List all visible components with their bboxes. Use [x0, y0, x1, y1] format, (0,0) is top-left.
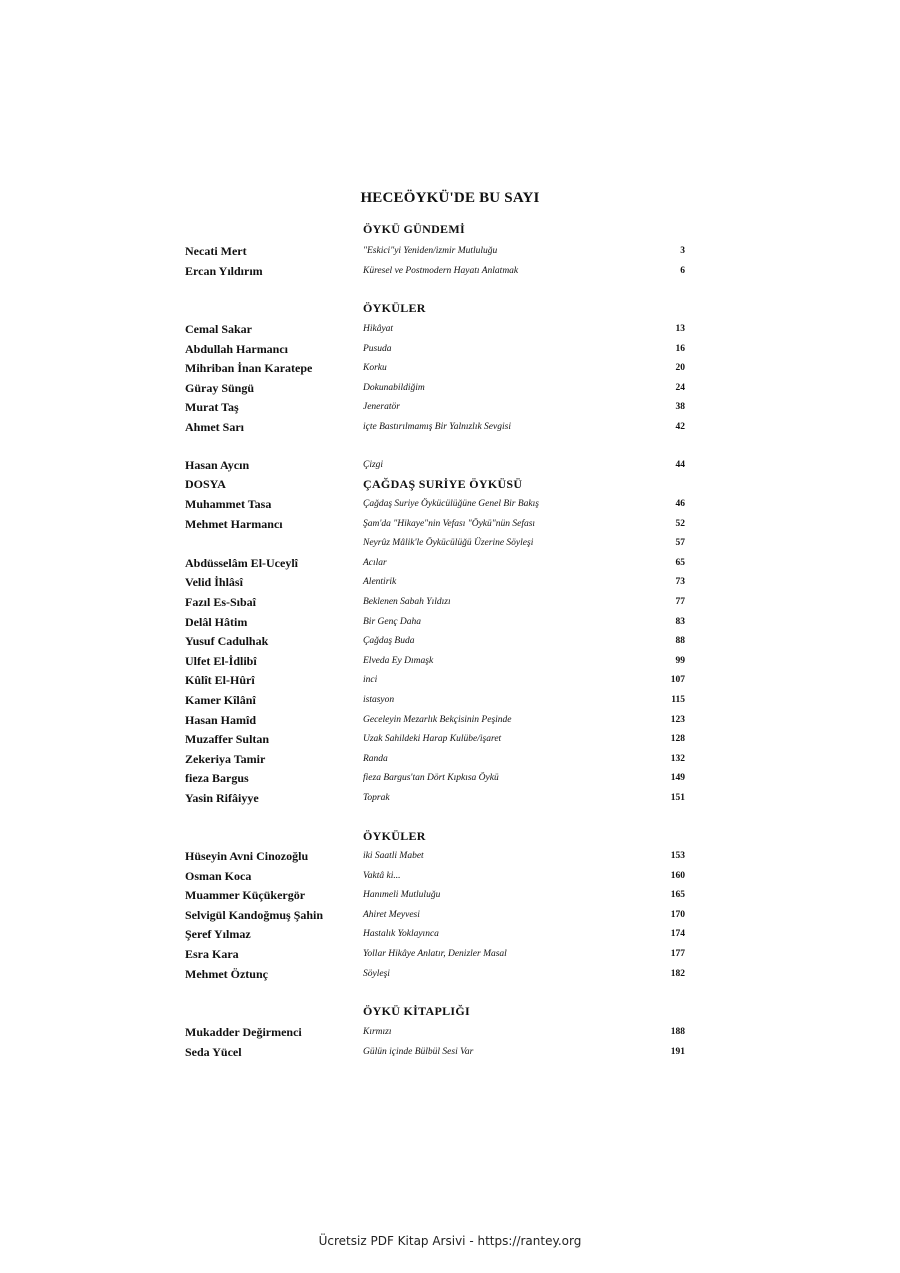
entry-page-number: 153 [670, 851, 685, 861]
toc-entry [0, 420, 900, 439]
entry-author: Muhammet Tasa [185, 497, 272, 511]
entry-page-number: 174 [670, 929, 685, 940]
toc-entry [0, 1025, 900, 1044]
entry-author: Hasan Aycın [185, 458, 250, 472]
toc-entry [0, 752, 900, 771]
toc-entry [0, 458, 900, 477]
entry-author: Zekeriya Tamir [185, 751, 266, 766]
entry-author: Hüseyin Avni Cinozoğlu [185, 849, 309, 863]
entry-page-number: 123 [670, 714, 685, 725]
entry-title: inci [363, 675, 378, 686]
entry-author: Muammer Küçükergör [185, 888, 306, 903]
entry-title: Küresel ve Postmodern Hayatı Anlatmak [363, 265, 519, 276]
entry-page-number: 57 [675, 538, 685, 549]
entry-author: Yusuf Cadulhak [185, 634, 269, 649]
entry-author: Velid İhlâsî [185, 575, 243, 590]
entry-author: Ahmet Sarı [185, 420, 244, 434]
entry-page-number: 6 [680, 265, 685, 276]
toc-entry [0, 595, 900, 614]
entry-author: Murat Taş [185, 400, 239, 415]
toc-entry [0, 927, 900, 946]
entry-title: istasyon [363, 695, 395, 705]
toc-entry [0, 575, 900, 594]
toc-entry [0, 693, 900, 712]
entry-title: Korku [363, 363, 387, 374]
entry-page-number: 177 [670, 949, 685, 959]
entry-page-number: 65 [675, 557, 685, 568]
entry-title: Gülün içinde Bülbül Sesi Var [363, 1046, 474, 1057]
entry-author: Delâl Hâtim [185, 614, 248, 629]
entry-title: Alentirik [363, 577, 397, 588]
entry-page-number: 77 [675, 597, 685, 607]
entry-title: Hastalık Yoklayınca [363, 929, 439, 940]
entry-author: Güray Süngü [185, 380, 255, 395]
entry-page-number: 16 [675, 343, 685, 354]
section-heading: ÖYKÜ KİTAPLIĞI [363, 1004, 470, 1018]
entry-author: Mehmet Öztunç [185, 966, 268, 981]
entry-page-number: 83 [675, 616, 685, 627]
toc-entry [0, 244, 900, 263]
entry-title: Dokunabildiğim [363, 382, 425, 393]
toc-entry [0, 967, 900, 986]
entry-page-number: 52 [675, 518, 685, 529]
entry-page-number: 44 [675, 460, 685, 470]
entry-title: Jeneratör [363, 402, 400, 413]
entry-title: Bir Genç Daha [363, 616, 422, 627]
entry-page-number: 165 [670, 890, 685, 901]
toc-entry [0, 634, 900, 653]
entry-page-number: 88 [675, 636, 685, 647]
entry-page-number: 99 [675, 655, 685, 666]
entry-title: Ahiret Meyvesi [363, 909, 420, 920]
entry-title: Randa [363, 753, 388, 764]
section-heading: ÖYKÜLER [363, 829, 426, 843]
entry-page-number: 42 [675, 422, 685, 432]
entry-title: Vaktâ ki... [363, 870, 401, 881]
toc-entry [0, 342, 900, 361]
toc-entry [0, 713, 900, 732]
entry-title: Çizgi [363, 460, 384, 470]
toc-entry [0, 497, 900, 516]
toc-entry [0, 849, 900, 868]
entry-page-number: 151 [670, 793, 685, 803]
toc-entry [0, 322, 900, 341]
entry-page-number: 182 [670, 968, 685, 979]
toc-entry [0, 732, 900, 751]
entry-author: fieza Bargus [185, 771, 249, 786]
entry-author: Abdüsselâm El-Uceylî [185, 555, 299, 570]
entry-title: iki Saatli Mabet [363, 851, 424, 861]
entry-title: fieza Bargus'tan Dört Kıpkısa Öykü [363, 773, 499, 784]
section-label: DOSYA [185, 477, 226, 491]
entry-author: Osman Koca [185, 868, 252, 883]
entry-title: Hikâyat [363, 324, 394, 334]
entry-title: Şam'da "Hikaye"nin Vefası "Öykü"nün Sefası [363, 518, 536, 529]
entry-title: Pusuda [363, 343, 392, 354]
toc-entry [0, 615, 900, 634]
entry-author: Kamer Kîlânî [185, 693, 256, 707]
toc-entry [0, 400, 900, 419]
entry-title: Elveda Ey Dımaşk [363, 655, 434, 666]
entry-page-number: 160 [670, 870, 685, 881]
entry-author: Kûlît El-Hûrî [185, 673, 255, 688]
entry-title: Söyleşi [363, 968, 390, 979]
entry-author: Hasan Hamîd [185, 712, 257, 727]
section-heading: ÖYKÜ GÜNDEMİ [363, 222, 465, 236]
entry-author: Ulfet El-İdlibî [185, 653, 257, 668]
entry-page-number: 24 [675, 382, 685, 393]
entry-page-number: 20 [675, 363, 685, 374]
entry-author: Şeref Yılmaz [185, 927, 251, 942]
footer-text: Ücretsiz PDF Kitap Arsivi - https://rantey.org [318, 1234, 582, 1248]
entry-page-number: 191 [670, 1046, 685, 1057]
entry-title: "Eskici"yi Yeniden/izmir Mutluluğu [363, 246, 498, 256]
entry-title: Beklenen Sabah Yıldızı [363, 597, 451, 607]
entry-author: Selvigül Kandoğmuş Şahin [185, 907, 324, 922]
section-heading: ÖYKÜLER [363, 301, 426, 315]
entry-page-number: 128 [670, 734, 685, 745]
section-heading: ÇAĞDAŞ SURİYE ÖYKÜSÜ [363, 477, 523, 491]
toc-entry [0, 673, 900, 692]
entry-author: Mihriban İnan Karatepe [185, 361, 313, 376]
entry-page-number: 46 [675, 499, 685, 509]
toc-entry [0, 654, 900, 673]
entry-title: Acılar [363, 557, 387, 568]
entry-title: Uzak Sahildeki Harap Kulübe/işaret [363, 734, 502, 745]
entry-title: Kırmızı [363, 1027, 392, 1037]
toc-entry [0, 908, 900, 927]
toc-entry [0, 771, 900, 790]
entry-author: Mehmet Harmancı [185, 516, 283, 531]
entry-title: Neyrûz Mâlik'le Öykücülüğü Üzerine Söyleşi [363, 538, 534, 549]
entry-page-number: 107 [670, 675, 685, 686]
entry-page-number: 115 [671, 695, 685, 705]
toc-entry [0, 536, 900, 555]
entry-author: Ercan Yıldırım [185, 263, 263, 278]
toc-entry [0, 791, 900, 810]
toc-entry [0, 361, 900, 380]
toc-entry [0, 264, 900, 283]
entry-author: Mukadder Değirmenci [185, 1025, 302, 1039]
page-title: HECEÖYKÜ'DE BU SAYI [360, 190, 540, 206]
toc-entry [0, 381, 900, 400]
entry-title: Çağdaş Buda [363, 636, 415, 647]
entry-page-number: 170 [670, 909, 685, 920]
entry-author: Seda Yücel [185, 1044, 242, 1059]
toc-entry [0, 888, 900, 907]
entry-author: Cemal Sakar [185, 322, 252, 336]
entry-page-number: 3 [680, 246, 685, 256]
entry-author: Abdullah Harmancı [185, 341, 289, 356]
entry-page-number: 149 [670, 773, 685, 784]
entry-page-number: 132 [670, 753, 685, 764]
entry-author: Fazıl Es-Sıbaî [185, 595, 257, 609]
entry-title: Yollar Hikâye Anlatır, Denizler Masal [363, 949, 507, 959]
entry-author: Esra Kara [185, 947, 239, 961]
entry-author: Necati Mert [185, 244, 247, 258]
toc-entry [0, 1045, 900, 1064]
entry-title: içte Bastırılmamış Bir Yalnızlık Sevgisi [363, 422, 511, 432]
entry-author: Yasin Rifâiyye [185, 791, 259, 805]
toc-entry [0, 869, 900, 888]
entry-page-number: 38 [675, 402, 685, 413]
entry-title: Hanımeli Mutluluğu [363, 890, 441, 901]
entry-title: Toprak [363, 793, 390, 803]
entry-title: Geceleyin Mezarlık Bekçisinin Peşinde [363, 714, 512, 725]
toc-entry [0, 556, 900, 575]
entry-author: Muzaffer Sultan [185, 732, 270, 747]
entry-page-number: 188 [670, 1027, 685, 1037]
entry-page-number: 13 [675, 324, 685, 334]
entry-page-number: 73 [675, 577, 685, 588]
entry-title: Çağdaş Suriye Öykücülüğüne Genel Bir Bakış [363, 499, 539, 509]
toc-entry [0, 947, 900, 966]
toc-entry [0, 517, 900, 536]
